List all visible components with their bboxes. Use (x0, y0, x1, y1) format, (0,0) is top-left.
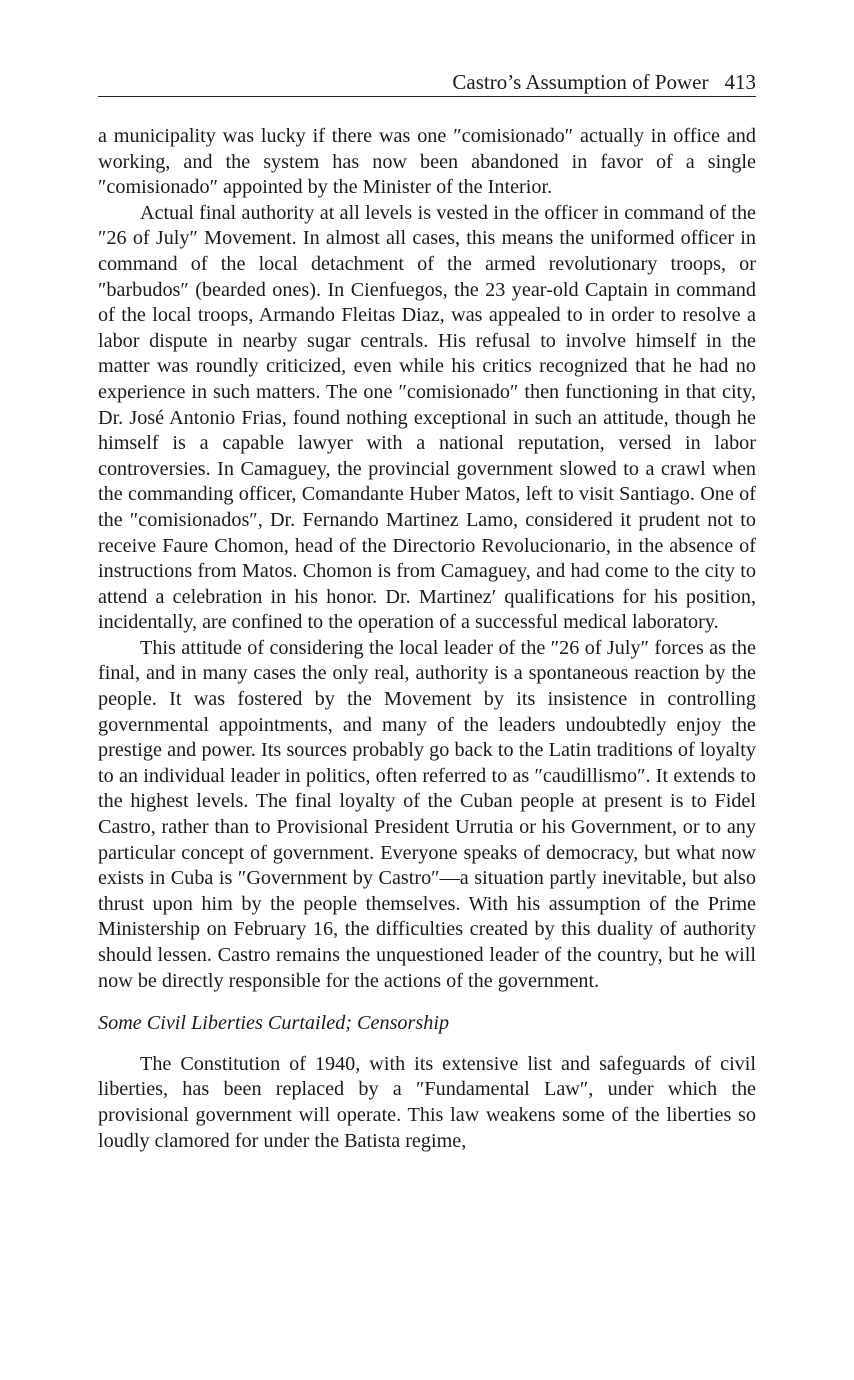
section-heading: Some Civil Liberties Curtailed; Censorship (98, 1012, 450, 1035)
section-body (98, 1052, 756, 1154)
paragraph-authority: Actual final authority at all levels is vested in the officer in command of the ″26 of July″ Movement. In almost all cases, this means the uniformed officer in command of the local detachment of the armed revolutionary troops, or ″barbudos″ (bearded ones). In Cienfuegos, the 23 year-old Captain in command of the local troops, Armando Fleitas Diaz, was appealed to in order to resolve a labor dispute in nearby sugar centrals. His refusal to involve himself in the matter was roundly criticized, even while his critics recognized that he had no experience in such matters. The one ″comisionado″ then functioning in that city, Dr. José Antonio Frias, found nothing exceptional in such an attitude, though he himself is a capable lawyer with a national reputation, versed in labor controversies. In Camaguey, the provincial government slowed to a crawl when the commanding officer, Comandante Huber Matos, left to visit Santiago. One of the ″comisionados″, Dr. Fernando Martinez Lamo, considered it prudent not to receive Faure Chomon, head of the Directorio Revolucionario, in the absence of instructions from Matos. Chomon is from Camaguey, and had come to the city to attend a celebration in his honor. Dr. Martinez′ qualifications for his position, incidentally, are confined to the operation of a successful medical laboratory. (98, 201, 756, 634)
page-number: 413 (724, 70, 756, 94)
paragraph-loyalty: This attitude of considering the local leader of the ″26 of July″ forces as the final, and in many cases the only real, authority is a spontaneous reaction by the people. It was fostered by the Movement by its insistence in controlling governmental appointments, and many of the leaders undoubtedly enjoy the prestige and power. Its sources probably go back to the Latin traditions of loyalty to an individual leader in politics, often referred to as ″caudillismo″. It extends to the highest levels. The final loyalty of the Cuban people at present is to Fidel Castro, rather than to Provisional President Urrutia or his Government, or to any particular concept of government. Everyone speaks of democracy, but what now exists in Cuba is ″Government by Castro″—a situation partly inevitable, but also thrust upon him by the people themselves. With his assumption of the Prime Ministership on February 16, the difficulties created by this duality of authority should lessen. Castro remains the unquestioned leader of the country, but he will now be directly responsible for the actions of the government. (98, 636, 756, 992)
running-title: Castro’s Assumption of Power (452, 70, 709, 94)
book-page (98, 68, 756, 1154)
body-text (98, 124, 756, 994)
paragraph-constitution: The Constitution of 1940, with its extensive list and safeguards of civil liberties, has been replaced by a ″Fundamental Law″, under which the provisional government will operate. This law weakens some of the liberties so loudly clamored for under the Batista regime, (98, 1052, 756, 1152)
running-header (98, 68, 756, 97)
paragraph-continuation: a municipality was lucky if there was one ″comisionado″ actually in office and working, and the system has now been abandoned in favor of a single ″comisionado″ appointed by the Minister of the Interior. (98, 125, 756, 199)
